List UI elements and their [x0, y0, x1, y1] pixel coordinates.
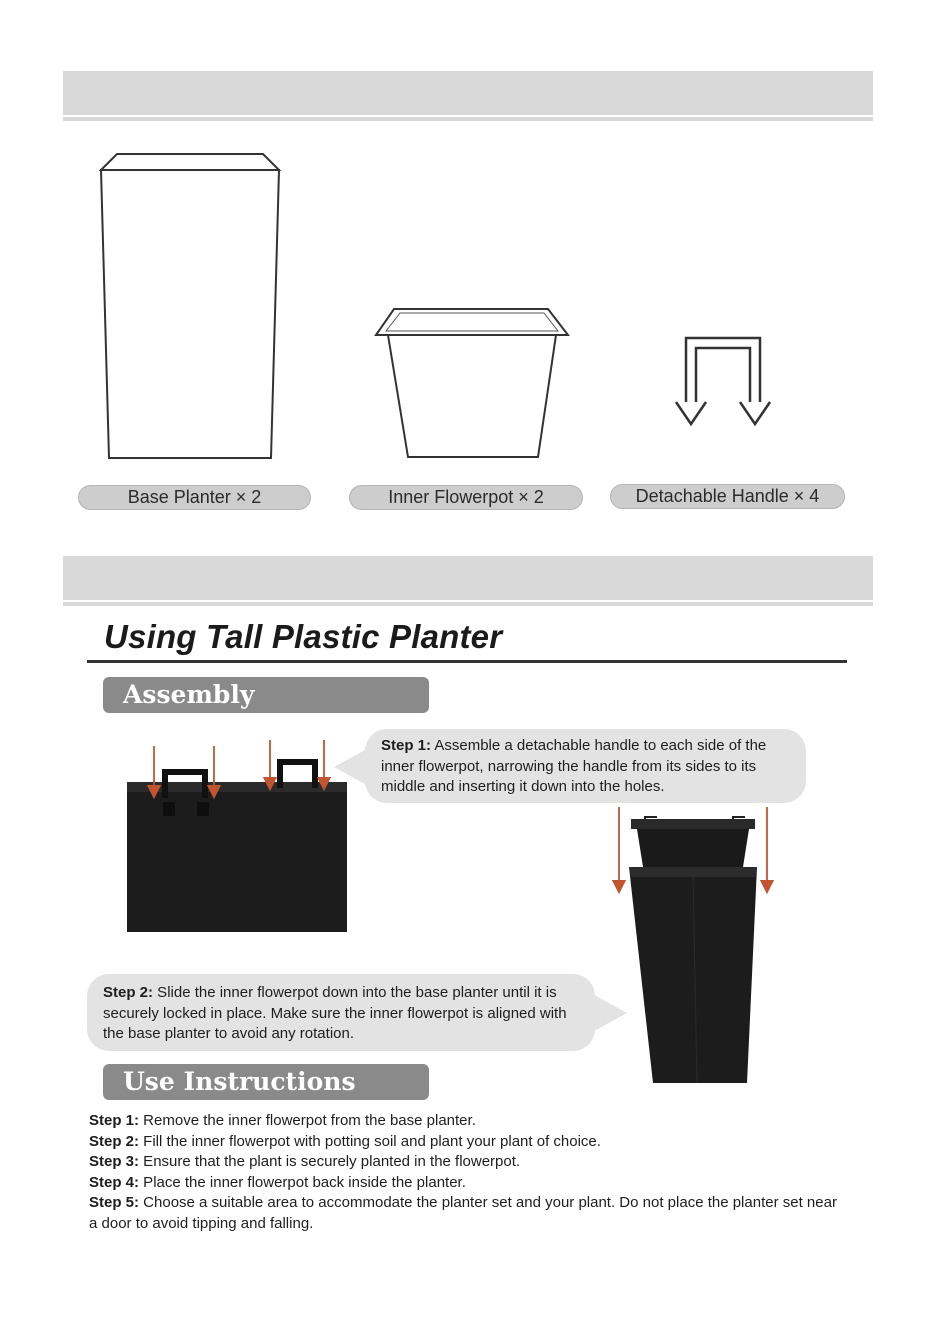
- assembly-step2-bubble: [87, 974, 595, 1051]
- part-label-inner-flowerpot: Inner Flowerpot × 2: [349, 485, 583, 510]
- header-band-top-rule: [63, 117, 873, 121]
- detachable-handle-drawing: [672, 330, 777, 430]
- use-step-4-text: Place the inner flowerpot back inside the planter.: [139, 1173, 466, 1191]
- header-band-second: [63, 556, 873, 600]
- use-step-2: [89, 1132, 849, 1153]
- use-step-1-text: Remove the inner flowerpot from the base planter.: [139, 1112, 476, 1129]
- use-heading: Use Instructions: [103, 1064, 429, 1100]
- use-step-3: [89, 1152, 849, 1173]
- use-step-4: [89, 1173, 849, 1194]
- handle-insertion-photo: [125, 738, 350, 934]
- assembly-step2-text: Slide the inner flowerpot down into the base planter until it is securely locked in place. Make sure the inner flowerpot is aligned with the base planter to avoid any rotation.: [103, 984, 567, 1042]
- use-step-3-prefix: Step 3:: [89, 1153, 140, 1170]
- assembly-step1-prefix: Step 1:: [381, 737, 432, 754]
- base-planter-drawing: [95, 148, 285, 464]
- header-band-second-rule: [63, 602, 873, 606]
- use-step-2-text: Fill the inner flowerpot with potting soil and plant your plant of choice.: [139, 1132, 601, 1150]
- use-step-5-prefix: Step 5:: [89, 1194, 140, 1211]
- use-step-5: [89, 1193, 849, 1234]
- use-step-4-prefix: Step 4:: [89, 1173, 140, 1191]
- assembly-step2-prefix: Step 2:: [103, 984, 154, 1001]
- use-step-1-prefix: Step 1:: [89, 1112, 140, 1129]
- use-step-3-text: Ensure that the plant is securely planted in the flowerpot.: [139, 1153, 521, 1170]
- use-step-5-text: Choose a suitable area to accommodate the planter set and your plant. Do not place the planter set near a door to avoid tipping and falling.: [89, 1194, 837, 1232]
- use-steps-list: [89, 1111, 849, 1234]
- use-step-2-prefix: Step 2:: [89, 1132, 140, 1150]
- part-label-detachable-handle: Detachable Handle × 4: [610, 484, 845, 509]
- inner-flowerpot-drawing: [372, 303, 572, 463]
- page-title: Using Tall Plastic Planter: [104, 618, 503, 655]
- use-step-1: [89, 1111, 849, 1132]
- part-label-base-planter: Base Planter × 2: [78, 485, 311, 510]
- assembly-step1-bubble: [365, 729, 806, 803]
- title-underline: [87, 660, 847, 663]
- assembly-step1-text: Assemble a detachable handle to each side of the inner flowerpot, narrowing the handle from its sides to its middle and inserting it down into the holes.: [381, 737, 767, 795]
- planter-assembly-photo: [605, 805, 780, 1095]
- header-band-top: [63, 71, 873, 115]
- assembly-heading: Assembly Instructions: [103, 677, 429, 713]
